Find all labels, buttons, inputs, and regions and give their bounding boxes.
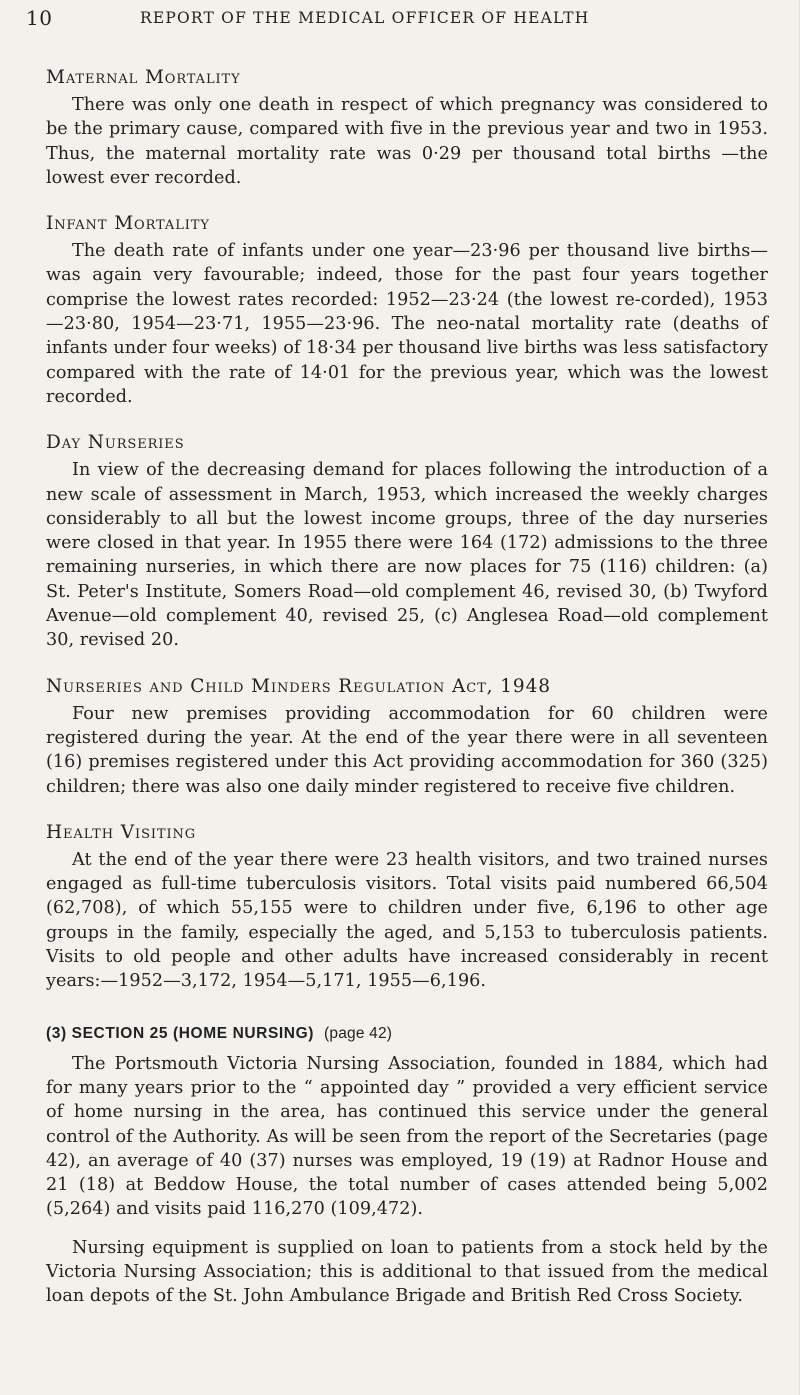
paragraph: There was only one death in respect of which pregnancy was considered to be the primary cause, compared with five in the previous year and two in 1953. Thus, the maternal mortality rate was 0·29 per thousand total births —the lowest ever recorded. xyxy=(46,95,768,188)
section-maternal-mortality xyxy=(46,66,768,190)
page-reference: (page 42) xyxy=(324,1024,393,1042)
section-heading: Maternal Mortality xyxy=(46,67,241,88)
section-infant-mortality xyxy=(46,212,768,409)
paragraph: In view of the decreasing demand for places following the introduction of a new scale of assessment in March, 1953, which increased the weekly charges considerably to all but the lowest income groups, three of the day nurseries were closed in that year. In 1955 there were 164 (172) admissions to the three remaining nurseries, in which there are now places for 75 (116) children: (a) St. Peter's Institute, Somers Road—old complement 46, revised 30, (b) Twyford Avenue—old complement 40, revised 25, (c) Anglesea Road—old complement 30, revised 20. xyxy=(46,460,768,651)
section-heading: Health Visiting xyxy=(46,821,197,843)
section-heading: Nurseries and Child Minders Regulation Act, 1948 xyxy=(46,675,551,697)
paragraph: At the end of the year there were 23 health visitors, and two trained nurses engaged as full-time tuberculosis visitors. Total visits paid numbered 66,504 (62,708), of which 55,155 were to children under five, 6,196 to other age groups in the family, especially the aged, and 5,153 to tuberculosis patients. Visits to old people and other adults have increased considerably in recent years:—1952—3,172, 1954—5,171, 1955—6,196. xyxy=(46,849,768,992)
paragraph: The death rate of infants under one year—23·96 per thousand live births—was again very favourable; indeed, those for the past four years together comprise the lowest rates recorded: 1952—23·24 (the lowest re-corded), 1953—23·80, 1954—23·71, 1955—23·96. The neo-natal mortality rate (deaths of infants under four weeks) of 18·34 per thousand live births was less satisfactory compared with the rate of 14·01 for the previous year, which was the lowest recorded. xyxy=(46,241,768,407)
running-title: REPORT OF THE MEDICAL OFFICER OF HEALTH xyxy=(140,9,590,27)
page-body xyxy=(46,66,768,1331)
paragraph: Nursing equipment is supplied on loan to patients from a stock held by the Victoria Nursing Association; this is additional to that issued from the medical loan depots of the St. John Ambulance Brigade and British Red Cross Society. xyxy=(46,1237,768,1307)
running-header xyxy=(26,6,776,34)
page-number: 10 xyxy=(26,6,53,30)
section-nurseries-act xyxy=(46,675,768,799)
section-health-visiting xyxy=(46,821,768,994)
section-heading: Infant Mortality xyxy=(46,213,210,235)
paragraph: The Portsmouth Victoria Nursing Association, founded in 1884, which had for many years prior to the “ appointed day ” provided a very efficient service of home nursing in the area, has continued this service under the general control of the Authority. As will be seen from the report of the Secretaries (page 42), an average of 40 (37) nurses was employed, 19 (19) at Radnor House and 21 (18) at Beddow House, the total number of cases attended being 5,002 (5,264) and visits paid 116,270 (109,472). xyxy=(46,1053,768,1220)
section-day-nurseries xyxy=(46,431,768,652)
paragraph: Four new premises providing accommodation for 60 children were registered during the year. At the end of the year there were in all seventeen (16) premises registered under this Act providing accommodation for 360 (325) children; there was also one daily minder registered to receive five children. xyxy=(46,703,768,797)
section-heading-text: (3) SECTION 25 (HOME NURSING) xyxy=(46,1024,315,1042)
section-home-nursing xyxy=(46,1022,768,1309)
section-heading: Day Nurseries xyxy=(46,432,185,454)
section-heading xyxy=(46,1022,768,1046)
